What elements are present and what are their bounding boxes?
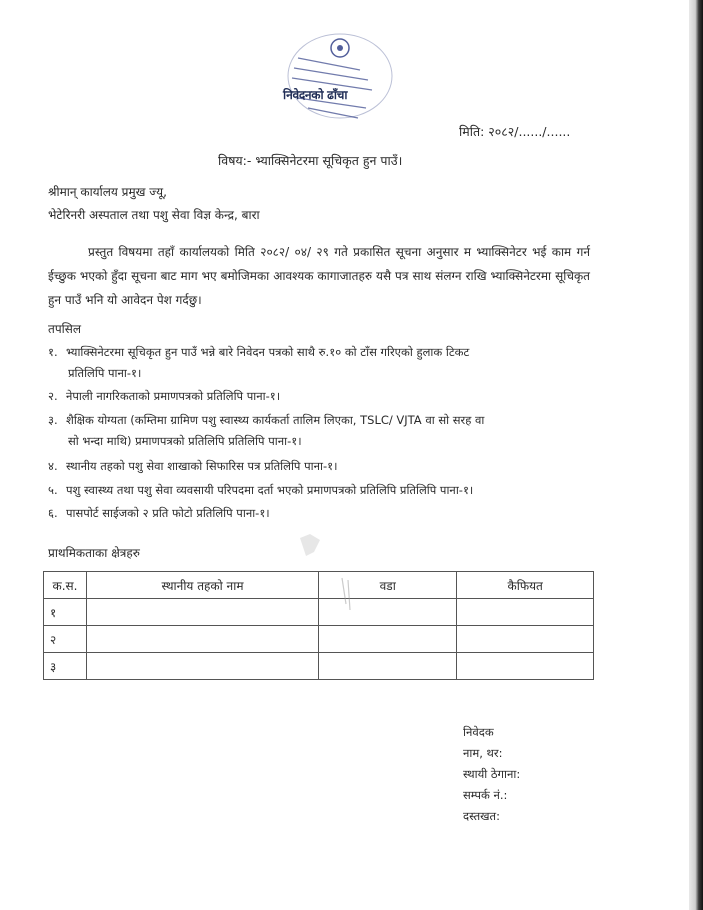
row-ward-cell[interactable] [319, 653, 457, 680]
applicant-title: निवेदक [463, 725, 494, 739]
row-serial: १ [44, 599, 87, 626]
row-ward-cell[interactable] [319, 626, 457, 653]
attachment-item: ४. स्थानीय तहको पशु सेवा शाखाको सिफारिस पत्र प्रतिलिपि पाना-१। [48, 459, 338, 473]
scan-smudge [336, 574, 376, 614]
subject-line: विषय:- भ्याक्सिनेटरमा सूचिकृत हुन पाउँ। [218, 153, 403, 168]
priority-table [43, 571, 594, 680]
scan-smudge [296, 530, 326, 560]
applicant-name-field: नाम, थर: [463, 746, 503, 760]
body-paragraph [48, 240, 590, 312]
attachment-item: ६. पासपोर्ट साईजको २ प्रति फोटो प्रतिलिपि पाना-१। [48, 506, 270, 520]
row-local-level-cell[interactable] [86, 599, 318, 626]
scan-edge-shadow [689, 0, 703, 910]
applicant-block [463, 722, 520, 827]
stamp-heading: निवेदनको ढाँचा [283, 88, 348, 102]
addressee-line-2: भेटेरिनरी अस्पताल तथा पशु सेवा विज्ञ केन्द्र, बारा [48, 208, 260, 222]
table-row [44, 599, 594, 626]
addressee-line-1: श्रीमान् कार्यालय प्रमुख ज्यू, [48, 185, 167, 199]
attachment-item: ५. पशु स्वास्थ्य तथा पशु सेवा व्यवसायी परिपदमा दर्ता भएको प्रमाणपत्रको प्रतिलिपि प्रतिलिपि पाना-१। [48, 483, 474, 497]
row-local-level-cell[interactable] [86, 626, 318, 653]
attachment-item: १. भ्याक्सिनेटरमा सूचिकृत हुन पाउँ भन्ने बारे निवेदन पत्रको साथै रु.१० को टाँस गरिएको हुलाक टिकट प्रतिलिपि पाना-१। [48, 345, 470, 380]
row-remarks-cell[interactable] [457, 599, 594, 626]
applicant-address-field: स्थायी ठेगाना: [463, 767, 521, 781]
row-remarks-cell[interactable] [457, 626, 594, 653]
header-local-level: स्थानीय तहको नाम [86, 572, 318, 599]
row-serial: ३ [44, 653, 87, 680]
header-serial: क.स. [44, 572, 87, 599]
row-remarks-cell[interactable] [457, 653, 594, 680]
date-line: मिति: २०८२/....../...... [459, 124, 571, 139]
row-local-level-cell[interactable] [86, 653, 318, 680]
header-ward: वडा [319, 572, 457, 599]
attachment-item: २. नेपाली नागरिकताको प्रमाणपत्रको प्रतिलिपि पाना-१। [48, 389, 281, 403]
tapasil-label: तपसिल [48, 322, 82, 336]
table-row [44, 626, 594, 653]
applicant-signature-field: दस्तखत: [463, 809, 500, 823]
body-paragraph-text: प्रस्तुत विषयमा तहाँ कार्यालयको मिति २०८२/ ०४/ २९ गते प्रकासित सूचना अनुसार म भ्याक्सिनेटर भई काम गर्न ईच्छुक भएको हुँदा सूचना बाट माग भए बमोजिमका आवश्यक कागाजातहरु यसै पत्र साथ संलग्न राखि भ्याक्सिनेटरमा सूचिकृत हुन पाउँ भनि यो आवेदन पेश गर्दछु। [48, 245, 590, 307]
priority-areas-label: प्राथमिकताका क्षेत्रहरु [48, 546, 140, 560]
header-remarks: कैफियत [457, 572, 594, 599]
table-row [44, 653, 594, 680]
office-seal-stamp [268, 26, 398, 126]
attachment-item: ३. शैक्षिक योग्यता (कम्तिमा ग्रामिण पशु स्वास्थ्य कार्यकर्ता तालिम लिएका, TSLC/ VJTA वा सो सरह वा सो भन्दा माथि) प्रमाणपत्रको प्रतिलिपि प्रतिलिपि पाना-१। [48, 413, 485, 448]
row-serial: २ [44, 626, 87, 653]
applicant-contact-field: सम्पर्क नं.: [463, 788, 508, 802]
table-header-row [44, 572, 594, 599]
